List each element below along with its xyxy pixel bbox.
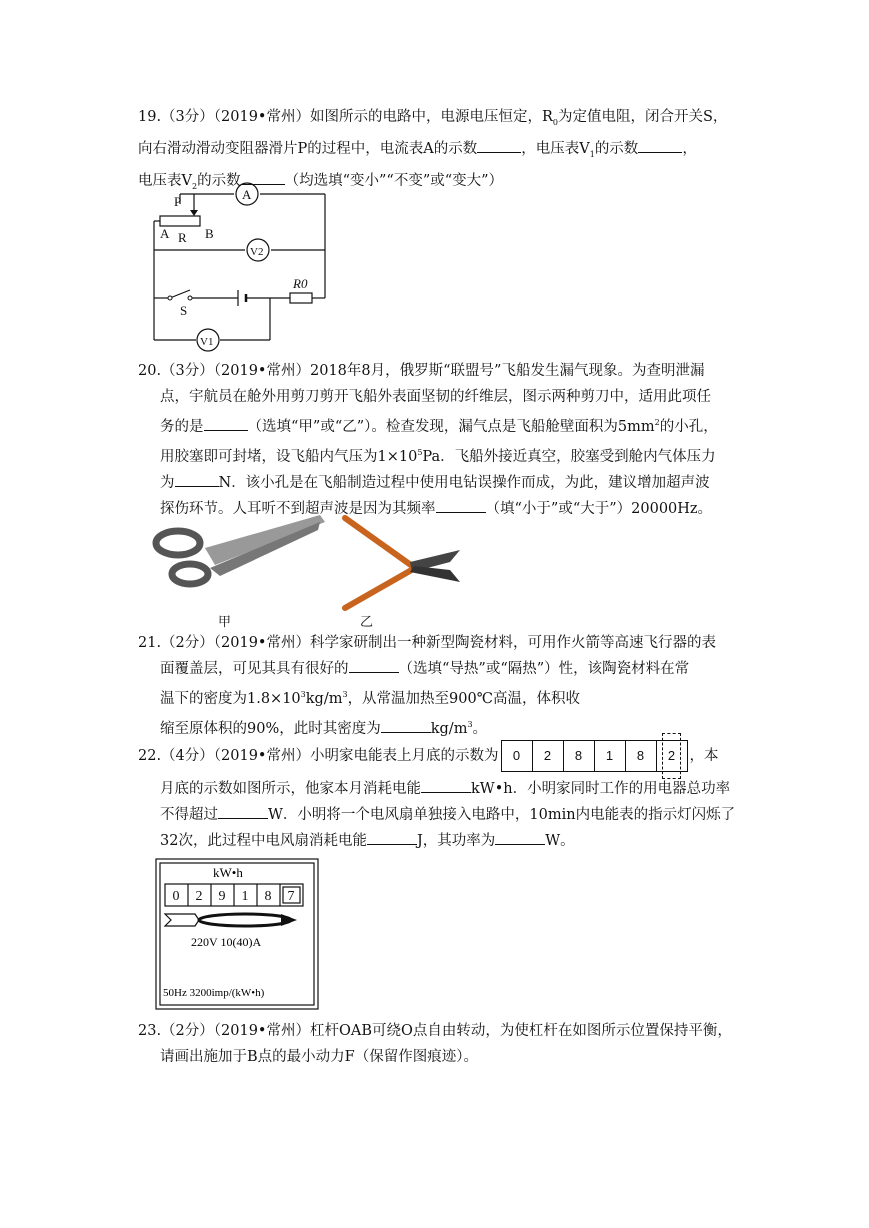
meter-digit: 7	[287, 889, 295, 904]
q21-line-1: 21.（2分）（2019•常州）科学家研制出一种新型陶瓷材料，可用作火箭等高速飞行器的表	[138, 635, 716, 651]
answer-blank[interactable]	[381, 716, 431, 733]
question-21	[138, 630, 748, 742]
meter-digit: 9	[218, 889, 226, 904]
question-23	[138, 1018, 748, 1070]
q21-line-3: 温下的密度为$1.8\times 10^3kg/m^3$，从常温加热至900℃高温，体积收	[160, 690, 580, 707]
label-jia: 甲	[218, 615, 232, 630]
meter-digit: 8	[264, 889, 272, 904]
q19-line-1: 19.（3分）（2019•常州）如图所示的电路中，电源电压恒定，$R_0$为定值电阻，闭合开关S，	[138, 109, 728, 127]
scissors-yi-icon	[345, 518, 460, 608]
question-22	[138, 736, 748, 854]
q19-line-2: 向右滑动滑动变阻器滑片P的过程中，电流表A的示数 ，电压表$V_1$的示数 ，	[138, 136, 748, 168]
meter-frequency: 50Hz 3200imp/(kW•h)	[163, 987, 265, 999]
q19-line-3: 电压表$V_2$的示数 （均选填“变小”“不变”或“变大”）	[138, 168, 748, 200]
answer-blank[interactable]	[495, 828, 545, 845]
voltmeter-v2-label: V2	[250, 246, 264, 258]
meter-digit: 2	[195, 889, 203, 904]
meter-digit: 1	[241, 889, 249, 904]
answer-blank[interactable]	[477, 136, 521, 153]
q20-line-6: 探伤环节。人耳听不到超声波是因为其频率 （填“小于”或“大于”）20000Hz。	[138, 496, 748, 522]
answer-blank[interactable]	[218, 802, 268, 819]
answer-blank[interactable]	[367, 828, 417, 845]
switch-s-label: S	[180, 303, 188, 318]
q22-line-3: 不得超过 W．小明将一个电风扇单独接入电路中，10min内电能表的指示灯闪烁了	[138, 802, 748, 828]
q20-line-3: 务的是 （选填“甲”或“乙”）。检查发现，漏气点是飞船舱壁面积为$5mm^2$的小孔，	[138, 410, 748, 440]
rotation-arrow-icon	[165, 914, 297, 926]
slider-p-label: P	[174, 194, 182, 209]
q20-line-4: 用胶塞即可封堵，设飞船内气压为$1\times 10^5Pa$．飞船外接近真空，胶塞受到舱内气体压力	[160, 447, 716, 465]
meter-reading-last-month: 0 2 8 1 8 2	[501, 740, 688, 772]
answer-blank[interactable]	[638, 136, 682, 153]
circuit-diagram	[150, 180, 340, 352]
q20-line-5: 为 N．该小孔是在飞船制造过程中使用电钻误操作而成，为此，建议增加超声波	[138, 470, 748, 496]
q21-line-2: 面覆盖层，可见其具有很好的 （选填“导热”或“隔热”）性，该陶瓷材料在常	[138, 656, 748, 682]
q22-line-2: 月底的示数如图所示，他家本月消耗电能 kW•h．小明家同时工作的用电器总功率	[138, 776, 748, 802]
answer-blank[interactable]	[175, 470, 219, 487]
ammeter-label: A	[242, 187, 252, 202]
terminal-a-label: A	[160, 226, 170, 241]
answer-blank[interactable]	[421, 776, 471, 793]
answer-blank[interactable]	[204, 414, 248, 431]
rheostat-r-label: R	[178, 230, 187, 245]
scissors-figure	[150, 510, 470, 630]
terminal-b-label: B	[205, 226, 214, 241]
meter-rating: 220V 10(40)A	[191, 935, 262, 949]
electric-meter-figure	[155, 858, 319, 1010]
answer-blank[interactable]	[349, 656, 399, 673]
q23-line-2: 请画出施加于B点的最小动力F（保留作图痕迹）。	[160, 1049, 478, 1065]
q20-line-2: 点，宇航员在舱外用剪刀剪开飞船外表面坚韧的纤维层，图示两种剪刀中，适用此项任	[160, 389, 711, 405]
q21-line-4: 缩至原体积的90%，此时其密度为 $kg/m^3$。	[138, 712, 748, 742]
meter-digit: 0	[172, 889, 180, 904]
scissors-jia-icon	[156, 515, 325, 584]
resistor-r0-label: R0	[293, 276, 308, 291]
meter-unit: kW•h	[213, 865, 243, 880]
q22-line-1: 22.（4分）（2019•常州）小明家电能表上月底的示数为 0 2 8 1 8 2 ，本	[138, 736, 748, 776]
question-20	[138, 358, 748, 522]
q23-line-1: 23.（2分）（2019•常州）杠杆OAB可绕O点自由转动，为使杠杆在如图所示位置保持平衡，	[138, 1023, 732, 1039]
label-yi: 乙	[360, 615, 374, 630]
q20-line-1: 20.（3分）（2019•常州）2018年8月，俄罗斯“联盟号”飞船发生漏气现象。为查明泄漏	[138, 363, 705, 379]
q22-line-4: 32次，此过程中电风扇消耗电能 J，其功率为 W。	[138, 828, 748, 854]
voltmeter-v1-label: V1	[200, 336, 214, 348]
